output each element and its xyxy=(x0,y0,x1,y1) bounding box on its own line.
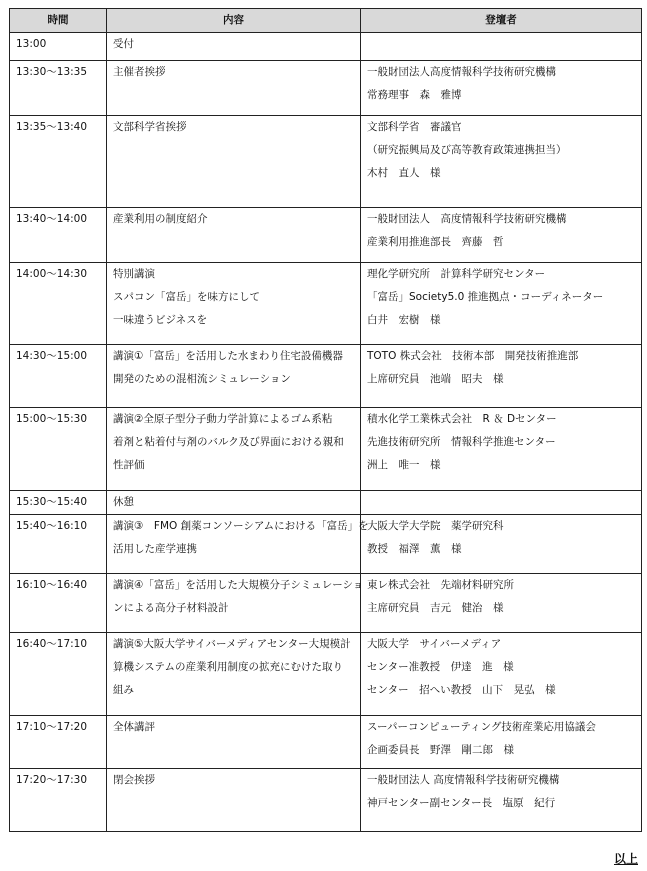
speaker-cell-line: 一般財団法人 高度情報科学技術研究機構 xyxy=(367,774,560,786)
content-cell-line: 開発のための混相流シミュレーション xyxy=(113,373,291,385)
header-row xyxy=(10,9,642,33)
speaker-cell xyxy=(361,716,642,769)
content-cell xyxy=(107,116,361,208)
content-cell-line: 休憩 xyxy=(113,496,134,508)
speaker-cell-line: 企画委員長 野澤 剛二郎 様 xyxy=(367,744,514,756)
speaker-cell-line: 木村 直人 様 xyxy=(367,167,441,179)
speaker-cell xyxy=(361,769,642,832)
speaker-cell-line: 理化学研究所 計算科学研究センター xyxy=(367,268,546,280)
content-cell xyxy=(107,208,361,263)
speaker-cell xyxy=(361,633,642,716)
time-cell: 13:30～13:35 xyxy=(10,61,107,116)
content-cell-line: 閉会挨拶 xyxy=(113,774,155,786)
speaker-cell xyxy=(361,515,642,574)
speaker-cell-line: 白井 宏樹 様 xyxy=(367,314,441,326)
content-cell xyxy=(107,408,361,491)
table-row xyxy=(10,208,642,263)
table-row xyxy=(10,769,642,832)
content-cell-line: 講演①「富岳」を活用した水まわり住宅設備機器 xyxy=(113,350,343,362)
content-cell-line: 着剤と粘着付与剤のバルク及び界面における親和 xyxy=(113,436,344,448)
content-cell xyxy=(107,716,361,769)
content-cell-line: 講演④「富岳」を活用した大規模分子シミュレーショ xyxy=(113,579,364,591)
speaker-cell-line: センター 招へい教授 山下 晃弘 様 xyxy=(367,684,556,696)
content-cell xyxy=(107,491,361,515)
content-cell-line: 講演②全原子型分子動力学計算によるゴム系粘 xyxy=(113,413,333,425)
header-time: 時間 xyxy=(10,9,107,33)
content-cell xyxy=(107,515,369,574)
table-row xyxy=(10,345,642,408)
speaker-cell-line: 先進技術研究所 情報科学推進センター xyxy=(367,436,556,448)
speaker-cell-line: 積水化学工業株式会社 R ＆ Dセンター xyxy=(367,413,557,425)
speaker-cell-line: 教授 福澤 薫 様 xyxy=(367,543,462,555)
closing-mark: 以上 xyxy=(613,852,638,866)
content-cell-line: 文部科学省挨拶 xyxy=(113,121,187,133)
time-cell: 14:00～14:30 xyxy=(10,263,107,345)
table-row xyxy=(10,263,642,345)
speaker-cell xyxy=(361,33,642,61)
speaker-cell-line: 東レ株式会社 先端材料研究所 xyxy=(367,579,514,591)
table-row xyxy=(10,716,642,769)
speaker-cell-line: 一般財団法人高度情報科学技術研究機構 xyxy=(367,66,556,78)
content-cell-line: 特別講演 xyxy=(113,268,155,280)
speaker-cell-line: センター准教授 伊達 進 様 xyxy=(367,661,514,673)
time-cell: 13:40～14:00 xyxy=(10,208,107,263)
table-row xyxy=(10,61,642,116)
time-cell: 15:00～15:30 xyxy=(10,408,107,491)
speaker-cell xyxy=(361,345,642,408)
content-cell-line: 産業利用の制度紹介 xyxy=(113,213,208,225)
speaker-cell-line: スーパーコンピューティング技術産業応用協議会 xyxy=(367,721,596,733)
speaker-cell-line: 文部科学省 審議官 xyxy=(367,121,462,133)
speaker-cell xyxy=(361,408,642,491)
header-speaker: 登壇者 xyxy=(361,9,642,33)
speaker-cell-line: 「富岳」Society5.0 推進拠点・コーディネーター xyxy=(367,291,604,303)
table-row xyxy=(10,408,642,491)
time-cell: 13:00 xyxy=(10,33,107,61)
time-cell: 17:20～17:30 xyxy=(10,769,107,832)
content-cell-line: スパコン「富岳」を味方にして xyxy=(113,291,260,303)
speaker-cell-line: 大阪大学 サイバーメディア xyxy=(367,638,502,650)
schedule-table xyxy=(9,8,642,832)
content-cell xyxy=(107,633,361,716)
content-cell-line: 講演⑤大阪大学サイバーメディアセンター大規模計 xyxy=(113,638,351,650)
speaker-cell-line: 洲上 唯一 様 xyxy=(367,459,441,471)
content-cell-line: 講演③ FMO 創薬コンソーシアムにおける「富岳」を xyxy=(113,520,369,532)
content-cell-line: 活用した産学連携 xyxy=(113,543,197,555)
time-cell: 14:30～15:00 xyxy=(10,345,107,408)
time-cell: 16:10～16:40 xyxy=(10,574,107,633)
content-cell xyxy=(107,769,361,832)
speaker-cell-line: 神戸センター副センター長 塩原 紀行 xyxy=(367,797,556,809)
table-row xyxy=(10,633,642,716)
table-row xyxy=(10,116,642,208)
content-cell-line: 主催者挨拶 xyxy=(113,66,166,78)
speaker-cell-line: 上席研究員 池端 昭夫 様 xyxy=(367,373,504,385)
schedule-body xyxy=(10,33,642,832)
speaker-cell-line: （研究振興局及び高等教育政策連携担当） xyxy=(367,144,567,156)
content-cell xyxy=(107,61,361,116)
content-cell xyxy=(107,345,361,408)
speaker-cell xyxy=(361,116,642,208)
table-row xyxy=(10,33,642,61)
time-cell: 17:10～17:20 xyxy=(10,716,107,769)
speaker-cell xyxy=(361,263,642,345)
speaker-cell-line: 一般財団法人 高度情報科学技術研究機構 xyxy=(367,213,567,225)
content-cell-line: 算機システムの産業利用制度の拡充にむけた取り xyxy=(113,661,343,673)
content-cell-line: ンによる高分子材料設計 xyxy=(113,602,229,614)
content-cell xyxy=(107,263,361,345)
speaker-cell xyxy=(361,208,642,263)
speaker-cell-line: 常務理事 森 雅博 xyxy=(367,89,462,101)
speaker-cell xyxy=(361,61,642,116)
time-cell: 15:30～15:40 xyxy=(10,491,107,515)
speaker-cell xyxy=(361,574,642,633)
table-row xyxy=(10,491,642,515)
content-cell-line: 受付 xyxy=(113,38,134,50)
table-row xyxy=(10,574,642,633)
content-cell-line: 組み xyxy=(113,684,134,696)
table-row xyxy=(10,515,642,574)
time-cell: 15:40～16:10 xyxy=(10,515,107,574)
speaker-cell-line: 大阪大学大学院 薬学研究科 xyxy=(367,520,504,532)
speaker-cell-line: 産業利用推進部長 齊藤 哲 xyxy=(367,236,504,248)
content-cell xyxy=(107,574,364,633)
time-cell: 16:40～17:10 xyxy=(10,633,107,716)
content-cell-line: 一味違うビジネスを xyxy=(113,314,208,326)
content-cell-line: 全体講評 xyxy=(113,721,155,733)
content-cell-line: 性評価 xyxy=(113,459,145,471)
content-cell xyxy=(107,33,361,61)
speaker-cell xyxy=(361,491,642,515)
speaker-cell-line: TOTO 株式会社 技術本部 開発技術推進部 xyxy=(367,350,579,362)
header-content: 内容 xyxy=(107,9,361,33)
time-cell: 13:35～13:40 xyxy=(10,116,107,208)
speaker-cell-line: 主席研究員 吉元 健治 様 xyxy=(367,602,504,614)
